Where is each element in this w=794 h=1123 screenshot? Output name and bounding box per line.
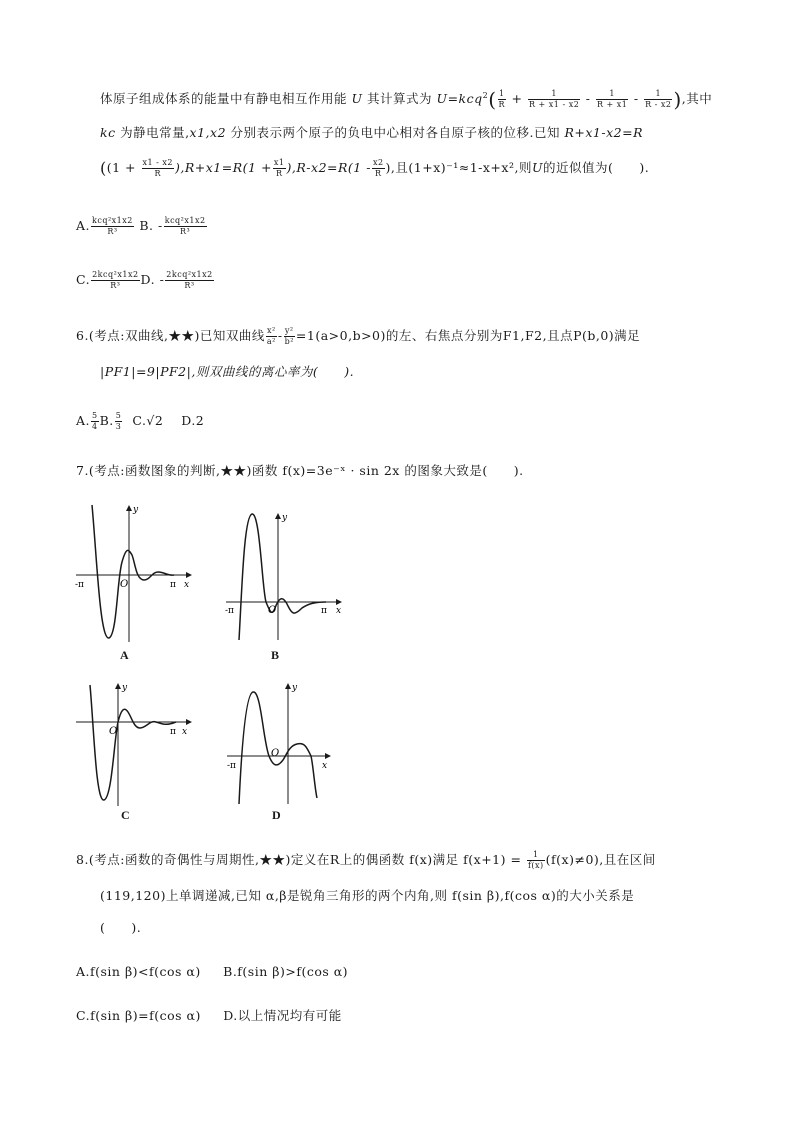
q5-line3-c: ),R-x2=R(1 - bbox=[286, 160, 371, 175]
q5-formula-lhs: U=kcq bbox=[436, 91, 483, 107]
q5-line3-a: (1 + bbox=[106, 160, 137, 175]
graph-a-x-arrow bbox=[186, 572, 192, 578]
q8-line1 bbox=[76, 850, 656, 871]
q6-stem: 6.(考点:双曲线,★★)已知双曲线 bbox=[76, 328, 265, 343]
q5-options-ab bbox=[76, 216, 208, 237]
q5-frac1: $\frac{1}{R}$ bbox=[498, 89, 506, 110]
q6-option-d: D.2 bbox=[181, 413, 205, 428]
q8-stem-end: (f(x)≠0),且在区间 bbox=[545, 852, 656, 867]
q8-frac: $\frac{1}{f(x)}$ bbox=[527, 850, 544, 870]
graph-a bbox=[72, 500, 202, 645]
q5-line3-e: 的近似值为( ). bbox=[543, 160, 650, 175]
q8-option-d: D.以上情况均有可能 bbox=[223, 1008, 342, 1023]
graph-c-pi: π bbox=[170, 727, 176, 737]
q5-option-d-label: D. - bbox=[140, 272, 165, 287]
graph-c-x-arrow bbox=[186, 719, 192, 725]
q5-var-u: U bbox=[351, 91, 363, 107]
graph-c-label: C bbox=[121, 808, 130, 822]
q6-option-c: C.√2 bbox=[132, 413, 164, 428]
q5-line3: ((1 + $\frac{x1 - x2}{R}$ ),R+x1=R(1 + $\frac{x1}{R}$ ),R-x2=R(1 - $\frac{x2}{R}$ ),且(1+x)⁻¹≈1-x+x²,则U的近似值为( ). bbox=[100, 158, 650, 178]
q5-line2 bbox=[100, 123, 643, 143]
graph-b-y-label: y bbox=[282, 513, 288, 523]
q8-option-a: A.f(sin β)<f(cos α) bbox=[76, 964, 201, 979]
q5-line2-x: x1,x2 bbox=[189, 125, 227, 140]
q5-line1-text: 体原子组成体系的能量中有静电相互作用能 bbox=[100, 91, 348, 107]
graph-c-x-label: x bbox=[182, 727, 188, 737]
graph-a-origin: O bbox=[120, 579, 129, 590]
q8-condition: (119,120)上单调递减,已知 α,β是锐角三角形的两个内角,则 f(sin β),f(cos α)的大小关系是 bbox=[100, 888, 635, 903]
graph-a-pi: π bbox=[170, 580, 176, 590]
q6-frac-y: $\frac{\text{y²}}{\text{b²}}$ bbox=[284, 326, 294, 346]
q5-kc: kc bbox=[100, 125, 116, 140]
q6-option-b-label: B. bbox=[99, 413, 114, 428]
q8-options-cd bbox=[76, 1006, 342, 1026]
q5-line3-u: U bbox=[531, 160, 543, 175]
q8-answer-blank: ( ). bbox=[100, 920, 142, 935]
q6-frac-x: $\frac{\text{x²}}{\text{a²}}$ bbox=[266, 326, 276, 346]
graph-a-y-label: y bbox=[133, 505, 139, 515]
q8-option-c: C.f(sin β)=f(cos α) bbox=[76, 1008, 201, 1023]
graph-a-neg-pi: -π bbox=[75, 580, 84, 590]
graph-b-pi: π bbox=[321, 606, 327, 616]
graph-c-y-label: y bbox=[122, 683, 128, 693]
graph-b-x-arrow bbox=[336, 599, 342, 605]
q5-option-d: $\frac{\text{2kcq²x1x2}}{\text{R³}}$ bbox=[166, 270, 213, 290]
q6-minus: - bbox=[277, 328, 283, 343]
q6-stem-end: =1(a>0,b>0)的左、右焦点分别为F1,F2,且点P(b,0)满足 bbox=[295, 328, 641, 343]
q5-line3-b: ),R+x1=R(1 + bbox=[175, 160, 272, 175]
q5-option-a-label: A. bbox=[76, 218, 91, 233]
q6-option-a-label: A. bbox=[76, 413, 91, 428]
graph-a-label: A bbox=[120, 648, 129, 662]
graph-b-x-label: x bbox=[336, 606, 342, 616]
q8-line3 bbox=[100, 918, 141, 938]
q8-option-b: B.f(sin β)>f(cos α) bbox=[223, 964, 349, 979]
graph-b-neg-pi: -π bbox=[225, 606, 234, 616]
graph-b-y-arrow bbox=[275, 513, 281, 519]
q5-frac3: $\frac{1}{R + x1}$ bbox=[596, 89, 628, 110]
graph-c-y-arrow bbox=[115, 683, 121, 689]
q6-condition: |PF1|=9|PF2|,则双曲线的离心率为( ). bbox=[100, 364, 355, 379]
graph-c-curve bbox=[90, 685, 176, 800]
q5-frac6: $\frac{x1}{R}$ bbox=[273, 158, 285, 178]
q8-line2 bbox=[100, 886, 634, 906]
q7-text: 7.(考点:函数图象的判断,★★)函数 f(x)=3e⁻ˣ · sin 2x 的图象大致是( ). bbox=[76, 463, 524, 478]
q8-options-ab bbox=[76, 962, 348, 982]
graph-a-y-arrow bbox=[126, 505, 132, 511]
q8-stem: 8.(考点:函数的奇偶性与周期性,★★)定义在R上的偶函数 f(x)满足 f(x+1) = bbox=[76, 852, 522, 867]
q5-options-cd bbox=[76, 270, 215, 291]
q5-line2-c: R+x1-x2=R bbox=[564, 125, 643, 140]
graph-d-x-arrow bbox=[325, 753, 331, 759]
graph-c bbox=[72, 680, 202, 810]
q5-frac4: $\frac{1}{R - x2}$ bbox=[645, 89, 672, 110]
q5-line1: 体原子组成体系的能量中有静电相互作用能 U 其计算式为 U=kcq$^2$( $\frac{1}{R}$ + $\frac{1}{R + x1 - x2}$ - $\frac{1}{R + x1}$ - $\frac{1}{R - x2}$ ),其中 bbox=[100, 87, 713, 112]
q5-option-c-label: C. bbox=[76, 272, 91, 287]
q5-line3-d: ),且(1+x)⁻¹≈1-x+x²,则 bbox=[385, 160, 532, 175]
q6-option-a: $\frac{5}{4}$ bbox=[92, 411, 98, 431]
q5-option-a: $\frac{\text{kcq²x1x2}}{\text{R³}}$ bbox=[92, 216, 133, 236]
graph-d-neg-pi: -π bbox=[227, 761, 236, 771]
q5-option-b-label: B. - bbox=[139, 218, 163, 233]
q6-options bbox=[76, 411, 204, 432]
graph-a-curve bbox=[92, 505, 174, 638]
q5-frac5: $\frac{x1 - x2}{R}$ bbox=[142, 158, 174, 178]
q5-line1-mid: 其计算式为 bbox=[367, 91, 433, 107]
q6-option-b: $\frac{5}{3}$ bbox=[115, 411, 122, 431]
graph-a-x-label: x bbox=[184, 580, 190, 590]
q6-line1 bbox=[76, 326, 640, 347]
q5-option-c: $\frac{\text{2kcq²x1x2}}{\text{R³}}$ bbox=[92, 270, 139, 290]
q5-line1-end: ,其中 bbox=[681, 91, 713, 107]
graph-b-label: B bbox=[271, 648, 280, 662]
graph-b-curve bbox=[239, 514, 326, 640]
graph-d-label: D bbox=[272, 808, 281, 822]
q5-option-b: $\frac{\text{kcq²x1x2}}{\text{R³}}$ bbox=[164, 216, 206, 236]
q5-line2-b: 分别表示两个原子的负电中心相对各自原子核的位移.已知 bbox=[230, 125, 560, 140]
q7-stem bbox=[76, 461, 524, 481]
graph-b bbox=[222, 508, 352, 643]
graph-d-y-label: y bbox=[292, 683, 298, 693]
q5-frac7: $\frac{x2}{R}$ bbox=[372, 158, 384, 178]
q6-line2 bbox=[100, 362, 354, 382]
graph-d-y-arrow bbox=[285, 683, 291, 689]
graph-c-origin: O bbox=[109, 726, 118, 737]
graph-d-x-label: x bbox=[322, 761, 328, 771]
q5-frac2: $\frac{1}{R + x1 - x2}$ bbox=[528, 89, 580, 110]
graph-d-origin: O bbox=[271, 748, 280, 759]
graph-d bbox=[225, 680, 335, 810]
graph-b-origin: O bbox=[268, 605, 277, 616]
q5-line2-a: 为静电常量, bbox=[120, 125, 190, 140]
